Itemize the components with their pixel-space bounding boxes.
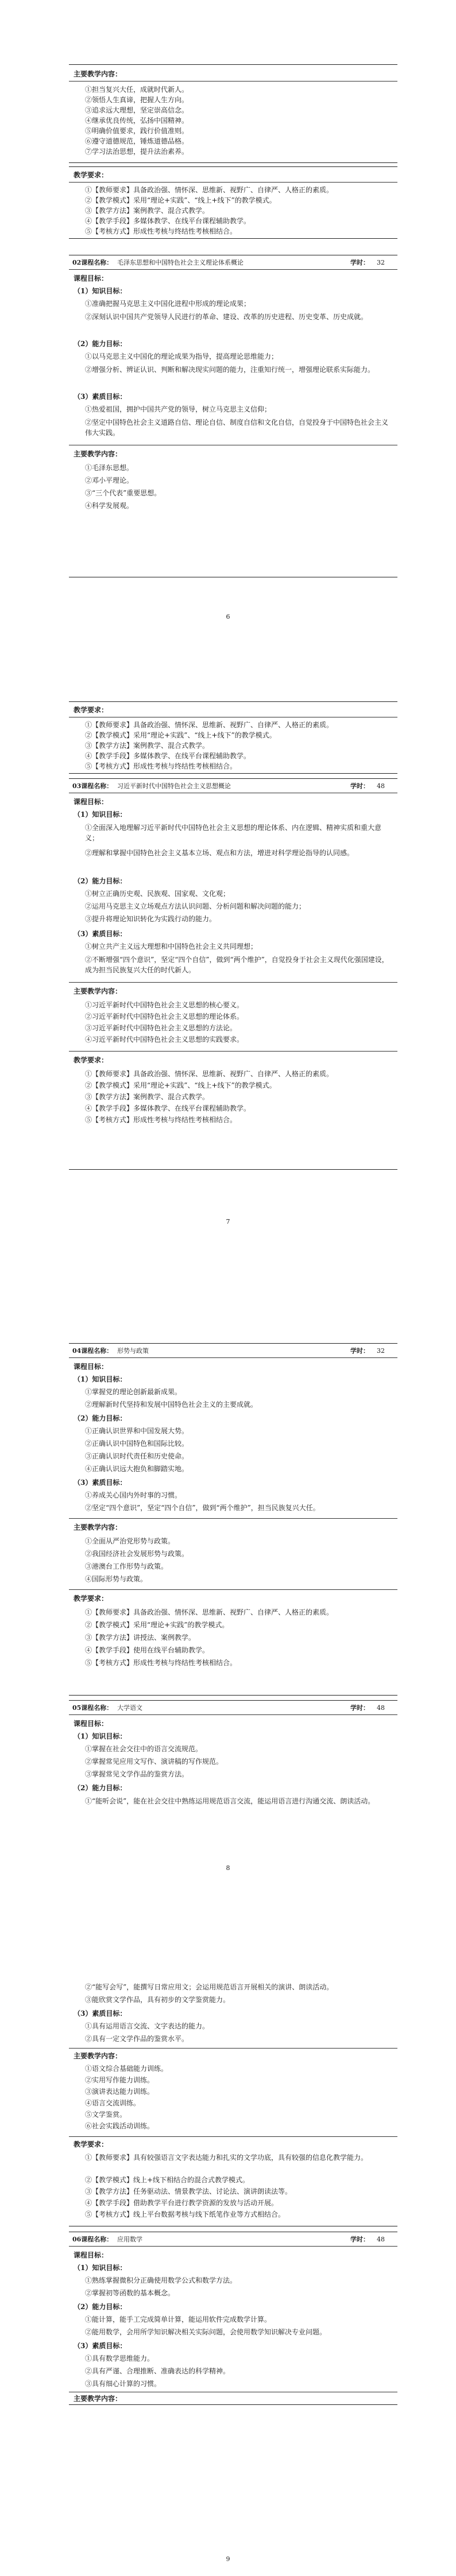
list-item: ⑤明确价值要求，践行价值准则。 — [85, 127, 189, 135]
content-item: ②实用写作能力训练。 — [85, 2076, 154, 2084]
ability-item: ①正确认识世界和中国发展大势。 — [85, 1427, 189, 1435]
knowledge-item: ②理解新时代坚持和发展中国特色社会主义的主要成就。 — [85, 1400, 258, 1409]
course-label: 02课程名称： — [72, 259, 113, 266]
page-3 — [0, 1288, 456, 1932]
quality-item: ②坚定“四个意识”，坚定“四个自信”，做到“两个维护”，担当民族复兴大任。 — [85, 1504, 320, 1512]
content-item: ②我国经济社会发展形势与政策。 — [85, 1550, 189, 1558]
ability-item: ②“能写会写”，能撰写日常应用文；会运用规范语言开展相关的演讲、朗读活动。 — [85, 1983, 334, 1991]
section-label: 主要教学内容： — [74, 70, 122, 78]
list-item: ③追求远大理想，坚定崇高信念。 — [85, 106, 189, 114]
hours-label: 学时： — [350, 259, 369, 266]
knowledge-label: （1）知识目标： — [74, 287, 127, 295]
req-item: ④【教学手段】借助教学平台进行教学资源的发放与活动开展。 — [85, 2199, 279, 2207]
course-box-05 — [69, 1700, 397, 1821]
course-name: 大学语文 — [117, 1704, 142, 1712]
quality-label: （3）素质目标： — [74, 2009, 127, 2018]
course-box-03 — [69, 778, 397, 1170]
ability-item: ③提升将理论知识转化为实践行动的能力。 — [85, 915, 217, 923]
hours-label: 学时： — [350, 782, 369, 790]
req-item: ①【教师要求】具备政治强、情怀深、思维新、视野广、自律严、人格正的素质。 — [85, 1070, 334, 1078]
ability-label: （2）能力目标： — [74, 1414, 127, 1422]
knowledge-item: ①熟练掌握微积分正确使用数学公式和数学方法。 — [85, 2276, 237, 2284]
content-label: 主要教学内容： — [74, 987, 122, 995]
ability-item: ②能用数学，会用所学知识解决相关实际问题，会使用数学知识解决专业问题。 — [85, 2328, 327, 2336]
hours-label: 学时： — [350, 1704, 369, 1712]
req-item: ②【教学模式】采用“理论+实践”、“线上+线下”的教学模式。 — [85, 731, 276, 739]
ability-item: ①以马克思主义中国化的理论成果为指导，提高理论思维能力； — [85, 352, 279, 360]
quality-label: （3）素质目标： — [74, 1479, 127, 1487]
course-label: 04课程名称： — [72, 1347, 113, 1355]
req-item: ②【教学模式】采用“理论+实践”、“线上+线下”的教学模式。 — [85, 1081, 276, 1089]
hours-value: 48 — [377, 1704, 385, 1712]
goal-label: 课程目标： — [74, 798, 109, 806]
knowledge-item: ③掌握常见文学作品的鉴赏方法。 — [85, 1770, 189, 1778]
knowledge-label: （1）知识目标： — [74, 2264, 127, 2272]
ability-label: （2）能力目标： — [74, 1784, 127, 1792]
quality-label: （3）素质目标： — [74, 2342, 127, 2350]
quality-item: ①热爱祖国，拥护中国共产党的领导，树立马克思主义信仰； — [85, 405, 272, 413]
content-item: ③习近平新时代中国特色社会主义思想的方法论。 — [85, 1024, 237, 1032]
list-item: ⑥遵守道德规范，锤炼道德品格。 — [85, 137, 189, 145]
content-item: ③港澳台工作形势与政策。 — [85, 1562, 168, 1570]
ability-label: （2）能力目标： — [74, 2303, 127, 2311]
req-item: ⑤【考核方式】线上平台数据考核与线下纸笔作业等方式相结合。 — [85, 2210, 285, 2218]
req-item: ②【教学模式】采用“理论+实践”的教学模式。 — [85, 1621, 229, 1629]
ability-label: （2）能力目标： — [74, 877, 127, 885]
content-item: ①全面从严治党形势与政策。 — [85, 1537, 175, 1545]
content-item: ④语言交流训练。 — [85, 2099, 141, 2107]
page-number: 6 — [226, 613, 230, 620]
content-item: ②习近平新时代中国特色社会主义思想的理论体系。 — [85, 1012, 244, 1021]
list-item: ④继承优良传统，弘扬中国精神。 — [85, 117, 189, 125]
quality-item: ②坚定中国特色社会主义道路自信、理论自信、制度自信和文化自信，自觉投身于中国特色社会主义伟大实践。 — [85, 418, 389, 437]
hours-value: 48 — [377, 782, 385, 790]
req-item: ④【教学手段】多媒体教学、在线平台课程辅助教学。 — [85, 1104, 251, 1112]
quality-label: （3）素质目标： — [74, 393, 127, 401]
content-item: ③“三个代表”重要思想。 — [85, 489, 161, 497]
req-label: 教学要求： — [74, 1595, 109, 1603]
content-label: 主要教学内容： — [74, 2395, 122, 2403]
teaching-req-box — [69, 701, 397, 774]
req-item: ④【教学手段】多媒体教学、在线平台课程辅助教学。 — [85, 217, 251, 225]
req-label: 教学要求： — [74, 706, 109, 714]
ability-item: ①树立正确历史观、民族观、国家观、文化观； — [85, 890, 230, 898]
req-item: ③【教学方法】讲授法、案例教学。 — [85, 1634, 196, 1642]
content-item: ①毛泽东思想。 — [85, 464, 134, 472]
ability-item: ②运用马克思主义立场观点方法认识问题、分析问题和解决问题的能力； — [85, 902, 306, 910]
content-item: ④科学发展观。 — [85, 502, 134, 510]
course-name: 应用数学 — [117, 2236, 142, 2243]
course-name: 形势与政策 — [117, 1347, 149, 1355]
course-box-04 — [69, 1343, 397, 1696]
req-label: 教学要求： — [74, 1056, 109, 1064]
knowledge-item: ②掌握常见应用文写作、演讲稿的写作规范。 — [85, 1758, 223, 1766]
course-label: 05课程名称： — [72, 1704, 113, 1712]
ability-item: ④正确认识远大抱负和脚踏实地。 — [85, 1465, 189, 1473]
req-item: ③【教学方法】案例教学、混合式教学。 — [85, 742, 210, 750]
course-05-continued — [69, 1980, 397, 2226]
knowledge-label: （1）知识目标： — [74, 810, 127, 818]
course-name: 毛泽东思想和中国特色社会主义理论体系概论 — [117, 259, 244, 266]
req-item: ②【教学模式】线上+线下相结合的混合式教学模式。 — [85, 2176, 250, 2184]
content-item: ②邓小平理论。 — [85, 476, 134, 484]
knowledge-item: ①准确把握马克思主义中国化进程中形成的理论成果； — [85, 300, 251, 308]
req-item: ③【教学方法】案例教学、混合式教学。 — [85, 207, 210, 215]
main-content-box — [69, 64, 397, 163]
req-item: ⑤【考核方式】形成性考核与终结性考核相结合。 — [85, 1116, 237, 1124]
req-item: ③【教学方法】任务驱动法、情景教学法、讨论法、演讲朗读法等。 — [85, 2187, 292, 2195]
page-1 — [0, 0, 456, 644]
req-item: ④【教学手段】使用在线平台辅助教学。 — [85, 1646, 210, 1654]
hours-label: 学时： — [350, 2236, 369, 2243]
course-label: 03课程名称： — [72, 782, 113, 790]
req-label: 教学要求： — [74, 2140, 109, 2148]
content-item: ①习近平新时代中国特色社会主义思想的核心要义。 — [85, 1001, 244, 1009]
ability-item: ②正确认识中国特色和国际比较。 — [85, 1440, 189, 1448]
ability-item: ②增强分析、辨证认识、判断和解决现实问题的能力，注重知行统一，增强理论联系实际能力。 — [85, 366, 375, 374]
teaching-req-box — [69, 166, 397, 239]
goal-label: 课程目标： — [74, 274, 109, 282]
quality-label: （3）素质目标： — [74, 930, 127, 938]
ability-item: ③能欣赏文学作品，具有初步的文学鉴赏能力。 — [85, 1996, 230, 2004]
content-item: ①语文综合基础能力训练。 — [85, 2065, 168, 2073]
content-item: ③演讲表达能力训练。 — [85, 2088, 154, 2096]
goal-label: 课程目标： — [74, 1720, 109, 1728]
req-item: ⑤【考核方式】形成性考核与终结性考核相结合。 — [85, 762, 237, 770]
req-item: ①【教师要求】具备政治强、情怀深、思维新、视野广、自律严、人格正的素质。 — [85, 186, 334, 194]
content-item: ⑤文学鉴赏。 — [85, 2111, 127, 2119]
content-label: 主要教学内容： — [74, 2052, 122, 2060]
hours-value: 32 — [377, 259, 385, 266]
page-number: 8 — [226, 1864, 230, 1872]
ability-item: ③正确认识时代责任和历史使命。 — [85, 1452, 189, 1460]
goal-label: 课程目标： — [74, 2251, 109, 2259]
hours-value: 48 — [377, 2236, 385, 2243]
knowledge-label: （1）知识目标： — [74, 1375, 127, 1383]
quality-item: ①具有运用语言交流、文字表达的能力。 — [85, 2022, 210, 2030]
course-name: 习近平新时代中国特色社会主义思想概论 — [117, 782, 231, 790]
req-item: ③【教学方法】案例教学、混合式教学。 — [85, 1093, 210, 1101]
req-item: ①【教师要求】具备政治强、情怀深、思维新、视野广、自律严、人格正的素质。 — [85, 721, 334, 729]
knowledge-item: ②掌握初等函数的基本概念。 — [85, 2289, 175, 2297]
course-box-02 — [69, 255, 397, 577]
quality-item: ②具有一定文学作品的鉴赏水平。 — [85, 2035, 189, 2043]
quality-item: ③具有细心计算的习惯。 — [85, 2380, 161, 2388]
req-item: ①【教师要求】具有较强语言文字表达能力和扎实的文学功底，具有较强的信息化教学能力。 — [85, 2154, 368, 2162]
ability-item: ①“能听会说”，能在社会交往中熟练运用规范语言交流，能运用语言进行沟通交流、朗读活动。 — [85, 1797, 375, 1805]
page-number: 7 — [226, 1218, 230, 1225]
knowledge-label: （1）知识目标： — [74, 1732, 127, 1740]
ability-label: （2）能力目标： — [74, 340, 127, 348]
req-label: 教学要求： — [74, 171, 109, 179]
knowledge-item: ①掌握在社会交往中的语言交流规范。 — [85, 1745, 203, 1753]
knowledge-item: ②理解和掌握中国特色社会主义基本立场、观点和方法，增进对科学理论指导的认同感。 — [85, 849, 354, 857]
knowledge-item: ②深刻认识中国共产党领导人民进行的革命、建设、改革的历史进程、历史变革、历史成就。 — [85, 313, 368, 321]
content-item: ④国际形势与政策。 — [85, 1575, 148, 1583]
course-box-06 — [69, 2232, 397, 2405]
content-item: ④习近平新时代中国特色社会主义思想的实践要求。 — [85, 1035, 244, 1043]
list-item: ①担当复兴大任，成就时代新人。 — [85, 86, 189, 94]
hours-value: 32 — [377, 1347, 385, 1355]
req-item: ⑤【考核方式】形成性考核与终结性考核相结合。 — [85, 227, 237, 235]
knowledge-item: ①掌握党的理论创新最新成果。 — [85, 1388, 182, 1396]
quality-item: ①树立共产主义远大理想和中国特色社会主义共同理想； — [85, 942, 258, 951]
ability-item: ①能计算，能手工完成简单计算，能运用软件完成数学计算。 — [85, 2315, 272, 2323]
list-item: ②领悟人生真谛，把握人生方向。 — [85, 96, 189, 104]
content-label: 主要教学内容： — [74, 1523, 122, 1531]
req-item: ①【教师要求】具备政治强、情怀深、思维新、视野广、自律严、人格正的素质。 — [85, 1608, 334, 1616]
quality-item: ①养成关心国内外时事的习惯。 — [85, 1491, 182, 1499]
req-item: ②【教学模式】采用“理论+实践”、“线上+线下”的教学模式。 — [85, 196, 276, 204]
page-number: 9 — [226, 2555, 230, 2563]
course-label: 06课程名称： — [72, 2236, 113, 2243]
quality-item: ②不断增强“四个意识”，坚定“四个自信”，做到“两个维护”，自觉投身于社会主义现代化强国建设，成为担当民族复兴大任的时代新人。 — [85, 956, 389, 974]
goal-label: 课程目标： — [74, 1363, 109, 1371]
list-item: ⑦学习法治思想，提升法治素养。 — [85, 148, 189, 156]
req-item: ⑤【考核方式】形成性考核与终结性考核相结合。 — [85, 1659, 237, 1667]
page-2 — [0, 644, 456, 1288]
quality-item: ②具有严谨、合理推断、准确表达的科学精神。 — [85, 2367, 230, 2375]
content-item: ⑥社会实践活动训练。 — [85, 2122, 154, 2130]
hours-label: 学时： — [350, 1347, 369, 1355]
content-label: 主要教学内容： — [74, 450, 122, 458]
req-item: ④【教学手段】多媒体教学、在线平台课程辅助教学。 — [85, 752, 251, 760]
quality-item: ①具有数学思维能力。 — [85, 2354, 154, 2362]
knowledge-item: ①全面深入地理解习近平新时代中国特色社会主义思想的理论体系、内在逻辑、精神实质和重大意义； — [85, 824, 382, 842]
page-4 — [0, 1932, 456, 2576]
